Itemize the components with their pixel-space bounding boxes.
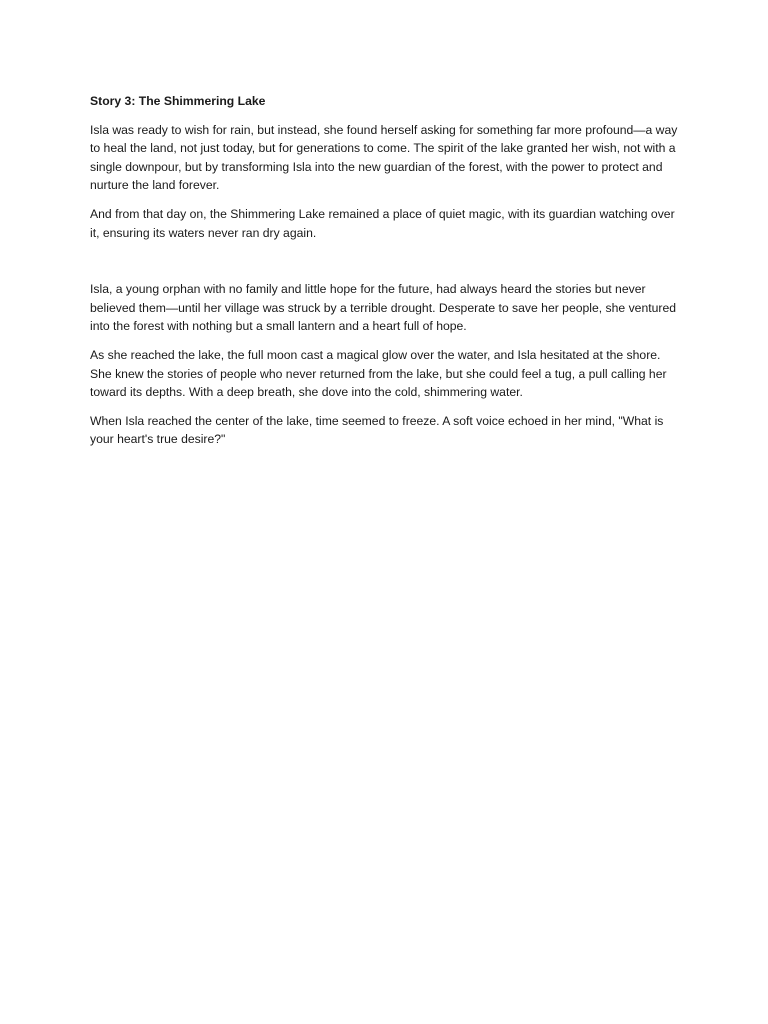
paragraph-orphan: Isla, a young orphan with no family and little hope for the future, had always heard the stories but never believed them—until her village was struck by a terrible drought. Desperate to save her people, she ventured into the forest with nothing but a small lantern and a heart full of hope. xyxy=(90,282,676,334)
paragraph-guardian: And from that day on, the Shimmering Lake remained a place of quiet magic, with its guardian watching over it, ensuring its waters never ran dry again. xyxy=(90,206,675,240)
paragraph-center: When Isla reached the center of the lake, time seemed to freeze. A soft voice echoed in her mind, "What is your heart's true desire?" xyxy=(90,413,664,447)
paragraph-gap xyxy=(90,252,682,280)
document-page xyxy=(90,92,682,459)
story-title: Story 3: The Shimmering Lake xyxy=(90,94,266,108)
paragraph-lake-shore: As she reached the lake, the full moon cast a magical glow over the water, and Isla hesitated at the shore. She knew the stories of people who never returned from the lake, but she could feel a tug, a pull calling her toward its depths. With a deep breath, she dove into the cold, shimmering water. xyxy=(90,347,667,400)
paragraph-wish: Isla was ready to wish for rain, but instead, she found herself asking for something far more profound—a way to heal the land, not just today, but for generations to come. The spirit of the lake granted her wish, not with a single downpour, but by transforming Isla into the new guardian of the forest, with the power to protect and nurture the land forever. xyxy=(90,122,678,193)
